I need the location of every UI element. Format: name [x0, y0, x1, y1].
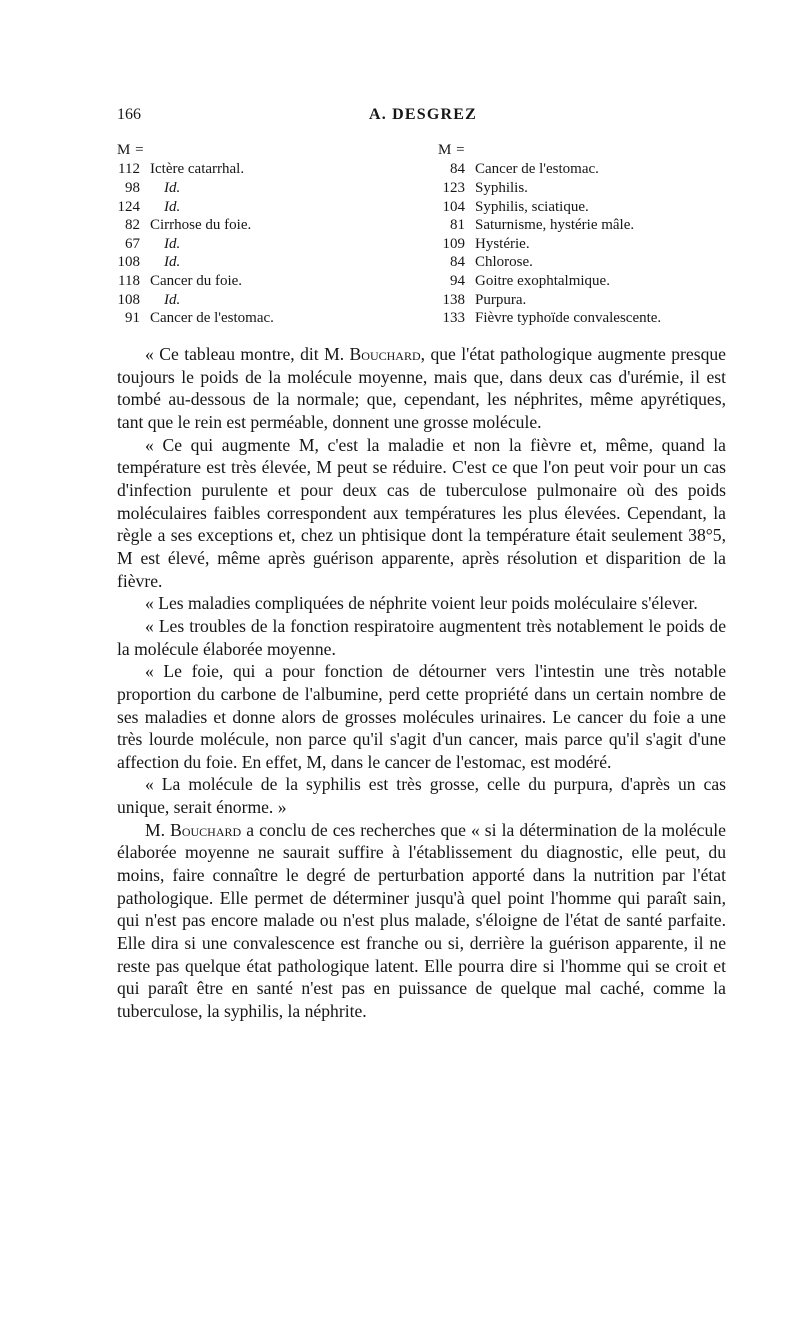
table-row	[430, 272, 760, 291]
table-row	[430, 198, 760, 217]
molecule-table-right	[430, 141, 760, 328]
condition-label: Chlorose.	[475, 254, 533, 271]
condition-label: Purpura.	[475, 291, 527, 308]
molecule-value: 81	[450, 217, 465, 234]
condition-label: Id.	[164, 198, 181, 215]
condition-label: Syphilis.	[475, 179, 528, 196]
molecule-value: 108	[117, 291, 140, 308]
paragraph	[117, 343, 726, 434]
paragraph-text: « Ce qui augmente M, c'est la maladie et non la fièvre et, même, quand la température est très élevée, M peut se réduire. C'est ce que l'on peut voir pour un cas d'infection purulente et pour deux cas de tuberculose pulmonaire où des poids moléculaires faibles correspondent aux températures les plus élevées. Cependant, la règle a ses exceptions et, chez un phtisique dont la température était seulement 38°5, M est élevé, même après guérison apparente, après résolution et disparition de la fièvre.	[117, 434, 726, 591]
paragraph-text: a conclu de ces recherches que « si la détermination de la molécule élaborée moyenne ne saurait suffire à l'établissement du diagnostic, elle peut, du moins, faire connaître le degré de perturbation apporté dans la nutrition par l'état pathologique. Elle permet de déterminer jusqu'à quel point l'homme qui paraît sain, qui n'est pas encore malade ou n'est plus malade, s'éloigne de l'état de santé parfaite. Elle dira si une convalescence est franche ou si, derrière la guérison apparente, il ne reste pas quelque état pathologique latent. Elle pourra dire si l'homme qui se croit et qui paraît être en santé n'est pas en puissance de quelque mal caché, comme la tuberculose, la syphilis, la néphrite.	[117, 819, 726, 1022]
molecule-value: 104	[442, 198, 465, 215]
molecule-value: 124	[117, 198, 140, 215]
table-row	[430, 253, 760, 272]
molecule-value: 112	[118, 161, 140, 178]
table-row	[117, 309, 417, 328]
paragraph-text: M.	[145, 819, 171, 840]
condition-label: Syphilis, sciatique.	[475, 198, 589, 215]
condition-label: Cancer de l'estomac.	[150, 310, 274, 327]
table-row	[430, 216, 760, 235]
paragraph-text: « La molécule de la syphilis est très grosse, celle du purpura, d'après un cas unique, serait énorme. »	[117, 774, 726, 818]
paragraph-text: « Les maladies compliquées de néphrite voient leur poids moléculaire s'élever.	[145, 593, 698, 614]
table-row	[430, 160, 760, 179]
molecule-value: 98	[125, 179, 140, 196]
paragraph	[117, 615, 726, 660]
paragraph	[117, 434, 726, 593]
molecule-value: 118	[118, 272, 140, 289]
table-rows	[430, 160, 760, 327]
table-row	[117, 272, 417, 291]
paragraph	[117, 592, 726, 615]
table-row	[430, 235, 760, 254]
table-row	[430, 309, 760, 328]
molecule-value: 82	[125, 217, 140, 234]
condition-label: Cancer du foie.	[150, 272, 243, 289]
condition-label: Hystérie.	[475, 235, 530, 252]
condition-label: Goitre exophtalmique.	[475, 272, 610, 289]
table-row	[117, 235, 417, 254]
table-row	[117, 253, 417, 272]
condition-label: Ictère catarrhal.	[150, 161, 245, 178]
condition-label: Id.	[164, 254, 181, 271]
table-header-m: M =	[438, 142, 466, 158]
condition-label: Id.	[164, 235, 181, 252]
molecule-table-left	[117, 141, 417, 328]
condition-label: Fièvre typhoïde convalescente.	[475, 310, 662, 327]
condition-label: Id.	[164, 291, 181, 308]
condition-label: Id.	[164, 179, 181, 196]
paragraph	[117, 773, 726, 818]
table-row	[117, 216, 417, 235]
paragraph-text: « Le foie, qui a pour fonction de détourner vers l'intestin une très notable proportion du carbone de l'albumine, perd cette propriété dans un certain nombre de ses maladies et donne alors de grosses molécules urinaires. Le cancer du foie a une très lourde molécule, non parce qu'il s'agit d'un cancer, mais parce qu'il s'agit d'une affection du foie. En effet, M, dans le cancer de l'estomac, est modéré.	[117, 661, 726, 772]
table-header-m: M =	[117, 142, 145, 158]
table-row	[117, 198, 417, 217]
page-number: 166	[117, 106, 141, 123]
molecule-value: 138	[442, 291, 465, 308]
table-row	[117, 179, 417, 198]
paragraph-text: « Les troubles de la fonction respiratoire augmentent très notablement le poids de la molécule élaborée moyenne.	[117, 615, 726, 659]
author-name: Bouchard	[349, 344, 421, 364]
molecule-value: 94	[450, 272, 465, 289]
molecule-value: 123	[442, 179, 465, 196]
body-text	[117, 343, 726, 1023]
molecule-value: 84	[450, 161, 465, 178]
molecule-value: 108	[117, 254, 140, 271]
condition-label: Cancer de l'estomac.	[475, 161, 599, 178]
molecule-value: 133	[442, 310, 465, 327]
table-row	[430, 179, 760, 198]
molecule-value: 84	[450, 254, 465, 271]
molecule-value: 67	[125, 235, 140, 252]
paragraph-text: « Ce tableau montre, dit M.	[145, 344, 350, 364]
paragraph	[117, 660, 726, 773]
paragraph-text: , que l'état pathologique augmente presque toujours le poids de la molécule moyenne, mais que, dans deux cas d'urémie, il est tombé au-dessous de la normale; que, cependant, les néphrites, même apyrétiques, tant que le rein est perméable, donnent une grosse molécule.	[117, 344, 726, 432]
table-row	[430, 291, 760, 310]
table-row	[117, 160, 417, 179]
table-rows	[117, 160, 417, 327]
table-row	[117, 291, 417, 310]
author-name: Bouchard	[170, 819, 242, 840]
molecule-value: 91	[125, 310, 140, 327]
condition-label: Cirrhose du foie.	[150, 217, 252, 234]
running-title: A. DESGREZ	[368, 106, 478, 123]
paragraph	[117, 819, 726, 1023]
condition-label: Saturnisme, hystérie mâle.	[475, 217, 635, 234]
molecule-value: 109	[442, 235, 465, 252]
